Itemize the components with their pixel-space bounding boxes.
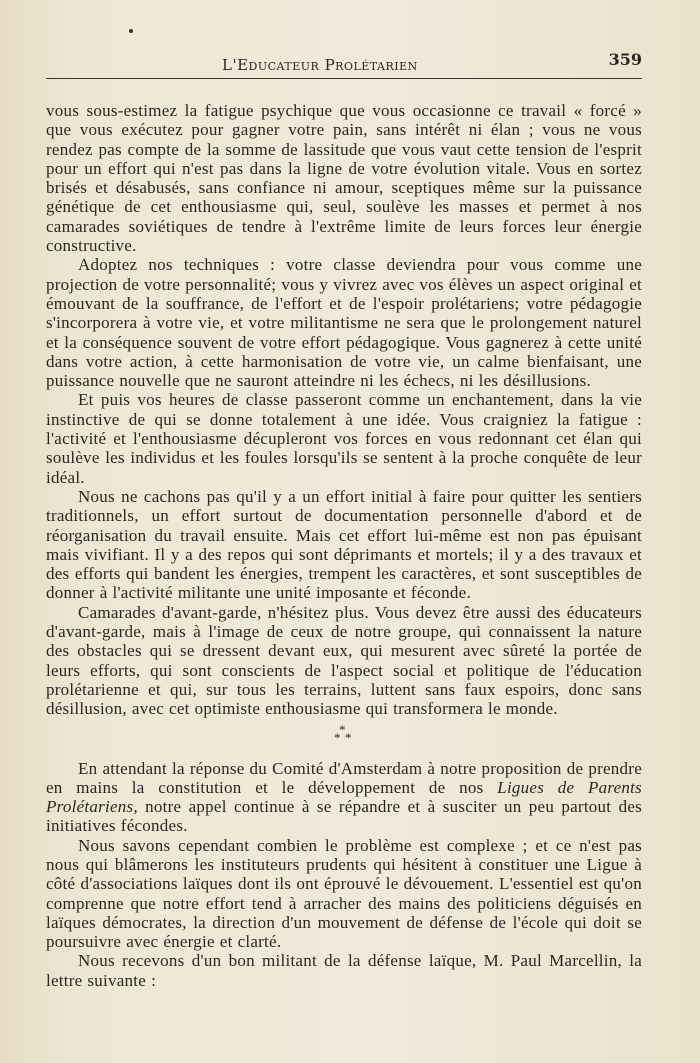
leagues-title: Ligues de Parents Prolétariens, xyxy=(46,777,643,817)
paragraph-6 xyxy=(46,759,642,836)
asterisk-right: * xyxy=(345,729,352,745)
ink-spot xyxy=(129,29,133,33)
paragraph-6-end: notre appel continue à se répandre et à susciter un peu partout des initiatives fécondes. xyxy=(46,797,642,836)
paragraph-5: Camarades d'avant-garde, n'hésitez plus. Vous devez être aussi des éducateurs d'avant-garde, mais à l'image de ceux de notre groupe, qui connaissent la nature des obstacles qui se dressent devant eux, qui mesurent avec sûreté la portée de leurs efforts, qui sont conscients de l'aspect social et politique de l'éducation prolétarienne et qui, sur tous les terrains, luttent sans faux espoirs, donc sans désillusion, avec cet optimiste enthousiasme qui transformera le monde. xyxy=(46,602,642,719)
paragraph-3: Et puis vos heures de classe passeront comme un enchantement, dans la vie instinctive de qui se donne totalement à une idée. Vous craigniez la fatigue : l'activité et l'enthousiasme décupleront vos forces en vous redonnant cet élan qui soulève les individus et les foules lorsqu'ils se sentent à la proche conquête de leur idéal. xyxy=(46,390,642,487)
section-break xyxy=(46,719,642,759)
asterisk-left: * xyxy=(334,729,341,745)
page-number: 359 xyxy=(608,50,642,69)
paragraph-8: Nous recevons d'un bon militant de la défense laïque, M. Paul Marcellin, la lettre suivante : xyxy=(46,951,642,990)
asterisk-top: * xyxy=(339,721,346,737)
running-title: L'Educateur Prolétarien xyxy=(222,56,418,74)
paragraph-7: Nous savons cependant combien le problème est complexe ; et ce n'est pas nous qui blâmerons les instituteurs prudents qui hésitent à constituer une Ligue à côté d'associations laïques dont ils ont éprouvé le dévouement. L'essentiel est qu'on comprenne que notre effort tend à arracher des mains des politiciens déguisés en laïques démocrates, la direction d'un mouvement de défense de l'école qui doit se poursuivre avec énergie et clarté. xyxy=(46,835,642,952)
page-header xyxy=(46,48,642,79)
paragraph-4: Nous ne cachons pas qu'il y a un effort initial à faire pour quitter les sentiers traditionnels, un effort surtout de documentation personnelle d'abord et de réorganisation du travail ensuite. Mais cet effort lui-même est non pas épuisant mais vivifiant. Il y a des repos qui sont déprimants et mortels; il y a des travaux et des efforts qui bandent les énergies, trempent les caractères, et sont susceptibles de donner à l'activité militante une unité imposante et féconde. xyxy=(46,486,642,603)
paragraph-1: vous sous-estimez la fatigue psychique que vous occasionne ce travail « forcé » que vous exécutez pour gagner votre pain, sans intérêt ni élan ; vous ne vous rendez pas compte de la somme de lassitude que vous vaut cette tension de l'esprit pour un effort qui n'est pas dans la ligne de votre évolution vitale. Vous en sortez brisés et désabusés, sans confiance ni amour, sceptiques même sur la puissance génétique de cet enthousiasme qui, seul, soulève les masses et permet à nos camarades soviétiques de tendre à l'extrême limite de leurs forces leur énergie constructive. xyxy=(46,101,642,256)
paragraph-2: Adoptez nos techniques : votre classe deviendra pour vous comme une projection de votre personnalité; vous y vivrez avec vos élèves un aspect original et émouvant de la souffrance, de l'effort et de l'espoir prolétariens; votre pédagogie s'incorporera à votre vie, et votre militantisme ne sera que le prolongement naturel et la conséquence souvent de votre effort pédagogique. Vous gagnerez à cette unité dans votre action, à cette harmonisation de votre vie, un calme bienfaisant, une puissance nouvelle que ne sauront atteindre ni les échecs, ni les désillusions. xyxy=(46,255,642,391)
paragraph-6-start: En attendant la réponse du Comité d'Amsterdam à notre proposition de prendre en mains la constitution et le développement de nos xyxy=(46,758,642,797)
body-text xyxy=(46,101,642,990)
